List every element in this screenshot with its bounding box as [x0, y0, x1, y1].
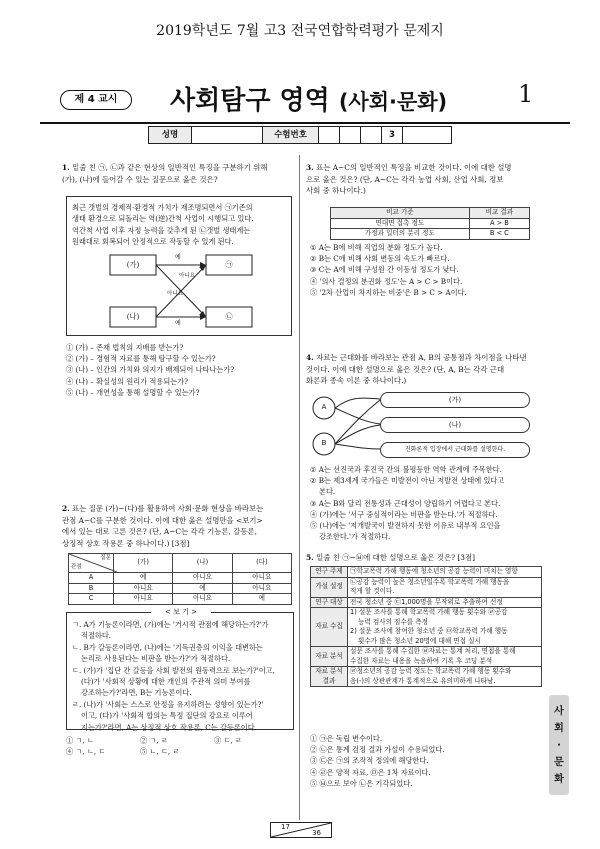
row-label: C [69, 594, 114, 605]
option-4[interactable]: ④ '의사 결정의 분권화 정도'는 A > C > B이다. [310, 276, 463, 286]
option-4[interactable]: ④ (가)에는 '서구 중심적이라는 비판을 받는다.'가 적절하다. [310, 509, 498, 519]
option-2[interactable]: ② B는 C에 비해 사회 변동의 속도가 빠르다. [310, 254, 450, 264]
col-header: (가) [114, 554, 173, 573]
bogi-line: ㄷ. (가)가 '집단 간 갈등을 사회 발전의 원동력으로 보는가?'이고, [72, 665, 275, 675]
option-1[interactable]: ① ㄱ, ㄴ [66, 736, 94, 745]
question-4-options [310, 464, 546, 542]
option-5[interactable]: ⑤ (나)에는 '저개발국이 발전하지 못한 이유로 내부적 요인을 [310, 521, 501, 531]
table-corner [69, 554, 114, 573]
arrow-label-yes: 예 [175, 254, 181, 261]
stem-line: 사회 중 하나이다.) [306, 186, 366, 196]
name-label: 성명 [149, 127, 192, 143]
question-4-stem [306, 352, 542, 387]
row-text [348, 667, 542, 687]
table-row [331, 229, 530, 240]
cell: 가정과 일터의 분리 정도 [331, 229, 470, 240]
option-5[interactable]: ⑤ ㉥으로 보아 ㉡은 기각되었다. [310, 778, 413, 788]
option-5[interactable]: ⑤ ㄴ, ㄷ, ㄹ [140, 747, 180, 757]
row-text [348, 647, 542, 667]
stem-line: 화론과 종속 이론 중 하나이다.) [306, 376, 407, 386]
exam-title: 2019학년도 7월 고3 전국연합학력평가 문제지 [156, 23, 444, 39]
row-label: 자료 수집 [311, 608, 348, 647]
question-number: 2. [62, 504, 70, 513]
cell: 아니요 [232, 573, 291, 584]
question-3-stem [306, 162, 542, 197]
passage-line: 생태 환경으로 되돌리는 역(逆)간척 사업이 시행되고 있다. [72, 214, 254, 224]
row-label: 가설 설정 [311, 577, 348, 597]
subject-side-tab [549, 695, 569, 795]
stem-line: 관점 A~C를 구분한 것이다. 이에 대한 옳은 설명만을 <보기> [62, 515, 263, 525]
table-row [69, 583, 292, 594]
side-tab-char: · [557, 740, 561, 751]
side-tab-char: 화 [554, 774, 564, 785]
row-line: 적게 할 것이다. [350, 587, 395, 595]
stem-line: 자료는 근대화를 바라보는 관점 A, B의 공통점과 차이점을 나타낸 [316, 353, 527, 362]
table-row [311, 567, 542, 578]
passage-line: 최근 갯벌의 경제적·환경적 가치가 재조명되면서 ㉠기존의 [72, 203, 253, 212]
col-header: 비교 결과 [469, 208, 529, 219]
question-2-table [68, 553, 292, 605]
id-label: 수험번호 [263, 127, 319, 143]
box-ga: (가) [380, 392, 530, 408]
table-row [311, 647, 542, 667]
row-line: 전국 청소년 중 ㉢1,000명을 무작위로 추출하여 선정 [350, 597, 503, 606]
bogi-line: ㄹ. (나)가 '사회는 스스로 안정을 유지하려는 성향이 있는가?' [72, 699, 264, 709]
id-cell[interactable] [361, 127, 382, 143]
table-row [331, 218, 530, 229]
node-a: A [321, 403, 327, 411]
cell: A > B [469, 218, 529, 229]
box-common: 진화론적 입장에서 근대화를 설명한다. [380, 442, 530, 458]
corner-top: 질문 [100, 555, 111, 561]
row-line: 능력 검사의 점수를 측정 [358, 617, 428, 626]
option-1[interactable]: ① ㉠은 독립 변수이다. [310, 734, 383, 743]
cell: 아니요 [173, 594, 232, 605]
question-1-passage [66, 196, 292, 336]
footer-page: 17 [281, 823, 290, 831]
bogi-line: ㄱ. A가 기능론이라면, (가)에는 '거시적 관점에 해당하는가?'가 [72, 620, 269, 629]
diagram-box-c1: ㉠ [225, 260, 233, 269]
row-line: 수집한 자료는 내용을 녹음하여 기록 후 코딩 분석 [350, 656, 493, 665]
cell: 면대면 접촉 정도 [331, 218, 470, 229]
header-rule [40, 122, 570, 124]
footer-diagonal [271, 823, 331, 837]
stem-line: 것이다. 이에 대한 설명으로 옳은 것은? (단, A, B는 각각 근대 [306, 364, 505, 374]
stem-line: 에서 있는 대로 고른 것은? (단, A~C는 각각 기능론, 갈등론, [62, 527, 258, 537]
option-2-cont: 본다. [319, 487, 336, 497]
cell: 아니요 [114, 594, 173, 605]
table-row [311, 577, 542, 597]
row-line: ㉡공감 능력이 높은 청소년일수록 학교폭력 가해 행동을 [350, 577, 510, 586]
subject-main: 사회탐구 영역 [170, 86, 330, 116]
question-5-stem [306, 552, 542, 564]
id-cell[interactable] [340, 127, 361, 143]
row-text [348, 567, 542, 578]
stem-line: 밑줄 친 ㉠~㉥에 대한 설명으로 옳은 것은? [3점] [316, 553, 476, 562]
option-2[interactable]: ② B는 제3세계 국가들은 미발전이 아닌 저발전 상태에 있다고 [310, 476, 505, 486]
row-label: 자료 분석 [311, 647, 348, 667]
cell: 예 [114, 573, 173, 584]
question-number: 5. [306, 553, 314, 562]
bogi-line: ㄴ. B가 갈등론이라면, (나)에는 '기득권층의 이익을 대변하는 [72, 642, 263, 652]
option-1[interactable]: ① A는 B에 비해 직업의 분화 정도가 높다. [310, 243, 443, 252]
option-3[interactable]: ③ ㄷ, ㄹ [214, 736, 242, 745]
table-row [69, 594, 292, 605]
side-tab-char: 사 [554, 706, 564, 717]
name-field[interactable] [192, 127, 263, 143]
option-5[interactable]: ⑤ (나) – 개연성을 통해 설명할 수 있는가? [66, 387, 200, 397]
period-badge [60, 90, 132, 110]
row-line: 음(-)의 상관관계가 통계적으로 유의미하게 나타남. [350, 676, 496, 685]
option-2[interactable]: ② (가) – 경험적 자료를 통해 탐구할 수 있는가? [66, 354, 216, 364]
box-na: (나) [380, 417, 530, 433]
node-b: B [321, 439, 327, 447]
table-row [311, 667, 542, 687]
table-row [69, 573, 292, 584]
row-line: 설문 조사를 통해 수집한 ㉥자료는 통계 처리, 면접을 통해 [350, 647, 516, 655]
row-line: ㉣청소년의 공감 능력 정도는 학교폭력 가해 행동 횟수와 [350, 667, 512, 675]
bogi-line: 강조하는가?'라면, B는 기능론이다. [81, 688, 192, 698]
option-3[interactable]: ③ (나) – 인간의 가치와 의지가 배제되어 나타나는가? [66, 365, 235, 375]
page-number: 1 [518, 80, 534, 108]
option-4[interactable]: ④ ㉣은 양적 자료, ㉤은 1차 자료이다. [310, 767, 431, 777]
option-2[interactable]: ② ㄱ, ㄹ [140, 736, 168, 745]
question-number: 3. [306, 163, 314, 172]
side-tab-char: 회 [554, 723, 564, 734]
passage-line: 원래대로 회복되어 안정적으로 작동할 수 있게 된다. [72, 237, 234, 247]
col-header: 비교 기준 [331, 208, 470, 219]
option-2[interactable]: ② ㉡은 통계 검정 결과 가설이 수용되었다. [310, 745, 445, 755]
cell: B < C [469, 229, 529, 240]
bogi-line: 적절하다. [81, 631, 112, 641]
stem-line: 표는 A~C의 일반적인 특징을 비교한 것이다. 이에 대한 설명 [316, 163, 512, 172]
question-3-table [330, 207, 530, 240]
row-text [348, 577, 542, 597]
corner-bottom: 관점 [71, 563, 82, 570]
question-1-stem [62, 162, 292, 185]
arrow-label-yes: 예 [175, 320, 181, 327]
option-4[interactable]: ④ (나) – 확실성의 원리가 적용되는가? [66, 376, 188, 386]
row-label: B [69, 583, 114, 594]
bogi-line: 이고, (다)가 '사회적 합의는 특정 집단의 강요로 이루어 [81, 711, 253, 721]
cell: 아니요 [232, 583, 291, 594]
arrow-label-no: 아니요 [179, 273, 195, 279]
question-number: 1. [62, 163, 70, 172]
option-5-cont: 강조한다.'가 적절하다. [319, 532, 391, 542]
option-1[interactable]: ① A는 선진국과 후진국 간의 불평등한 역학 관계에 주목한다. [310, 465, 502, 474]
row-label: 자료 분석 결과 [311, 667, 348, 687]
stem-line: (가), (나)에 들어갈 수 있는 질문으로 옳은 것은? [62, 174, 218, 184]
question-3-options [310, 242, 546, 298]
diagram-box-ga: (가) [126, 260, 140, 269]
diagram-box-na: (나) [126, 312, 140, 321]
arrow-label-no: 아니요 [167, 291, 183, 297]
table-row [311, 608, 542, 647]
stem-line: 밑줄 친 ㉠, ㉡과 같은 현상의 일반적인 특징을 구분하기 위해 [72, 163, 268, 172]
row-line: ㉠학교폭력 가해 행동에 청소년의 공감 능력이 미치는 영향 [350, 567, 518, 575]
col-header: (나) [173, 554, 232, 573]
id-cell[interactable] [319, 127, 340, 143]
row-line: 2) 설문 조사에 참여한 청소년 중 ㉤학교폭력 가해 행동 [350, 627, 508, 635]
question-number: 4. [306, 353, 314, 362]
bogi-line: 지는가?'라면, A는 상징적 상호 작용론, C는 갈등론이다. [81, 722, 257, 732]
cell: 예 [232, 594, 291, 605]
option-3[interactable]: ③ C는 A에 비해 구성원 간 이동성 정도가 낮다. [310, 265, 459, 275]
question-5-table [310, 566, 542, 687]
id-cell[interactable] [403, 127, 451, 143]
question-1-options [66, 342, 296, 398]
side-tab-char: 문 [554, 757, 564, 768]
stem-line: 상징적 상호 작용론 중 하나이다.) [3점] [62, 538, 190, 548]
stem-line: 표는 질문 (가)~(다)를 활용하여 사회·문화 현상을 바라보는 [72, 504, 264, 513]
question-2-options [66, 735, 296, 757]
subject-title [170, 80, 447, 117]
cell: 아니요 [173, 573, 232, 584]
footer-page-indicator [270, 822, 332, 838]
row-text [348, 597, 542, 608]
question-5-options [310, 733, 510, 789]
question-2-stem [62, 503, 294, 549]
row-text [348, 608, 542, 647]
passage-line: 역간척 사업 이후 자정 능력을 갖추게 된 ㉡갯벌 생태계는 [72, 225, 251, 235]
diagram-box-c2: ㉡ [225, 312, 233, 321]
row-line: 1) 설문 조사를 통해 학교폭력 가해 행동 횟수와 ㉣공감 [350, 608, 508, 616]
option-3[interactable]: ③ A는 B와 달리 전통성과 근대성이 양립하기 어렵다고 본다. [310, 498, 501, 508]
option-5[interactable]: ⑤ '2차 산업이 차지하는 비중'은 B > C > A이다. [310, 287, 467, 297]
bogi-box [66, 608, 294, 732]
column-divider [299, 155, 300, 820]
cell: 아니요 [114, 583, 173, 594]
cell: 예 [173, 583, 232, 594]
row-line: 횟수가 많은 청소년 20명에 대해 면접 실시 [358, 636, 481, 645]
row-label: A [69, 573, 114, 584]
bogi-title: < 보 기 > [151, 607, 211, 618]
option-1[interactable]: ① (가) – 존재 법칙의 지배를 받는가? [66, 343, 184, 352]
id-value: 3 [382, 127, 403, 143]
row-label: 연구 대상 [311, 597, 348, 608]
bogi-line: 논리로 사용된다는 비판을 받는가?'가 적절하다. [81, 654, 231, 664]
option-4[interactable]: ④ ㄱ, ㄴ, ㄷ [66, 747, 106, 757]
table-row [311, 597, 542, 608]
row-label: 연구 주제 [311, 567, 348, 578]
option-3[interactable]: ③ ㉢은 ㉠의 조작적 정의에 해당한다. [310, 756, 429, 766]
name-id-bar [148, 126, 452, 144]
footer-total: 36 [312, 829, 321, 837]
bogi-line: (다)가 '사회적 상황에 대한 개인의 주관적 의미 부여를 [81, 677, 251, 687]
col-header: (다) [232, 554, 291, 573]
period-label: 제 4 교시 [74, 94, 118, 105]
subject-sub: (사회·문화) [338, 90, 448, 114]
stem-line: 으로 옳은 것은? (단, A~C는 각각 농업 사회, 산업 사회, 정보 [306, 174, 504, 184]
